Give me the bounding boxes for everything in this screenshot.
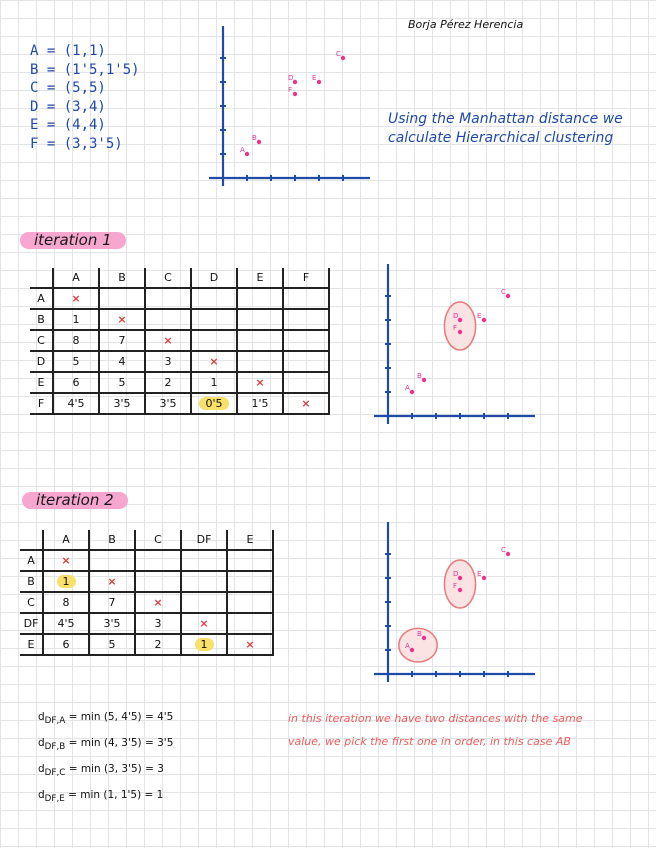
point-c xyxy=(341,56,345,60)
point-f xyxy=(458,330,462,334)
table-row xyxy=(30,288,329,309)
point-a xyxy=(245,152,249,156)
distance-cell: × xyxy=(43,550,89,571)
point-e: E = (4,4) xyxy=(30,117,106,133)
points-list xyxy=(30,42,140,153)
point-e xyxy=(317,80,321,84)
point-label-d: D xyxy=(288,74,294,82)
distance-cell: 3'5 xyxy=(145,393,191,414)
distance-cell xyxy=(227,613,273,634)
table-row xyxy=(30,330,329,351)
iteration-1-distance-table xyxy=(30,268,330,415)
distance-cell: × xyxy=(145,330,191,351)
point-label-b: B xyxy=(417,630,422,638)
table-row xyxy=(20,592,273,613)
table-row xyxy=(30,309,329,330)
table-row xyxy=(30,351,329,372)
distance-cell xyxy=(145,309,191,330)
distance-cell: 3 xyxy=(145,351,191,372)
row-header: B xyxy=(30,309,53,330)
distance-cell: × xyxy=(89,571,135,592)
point-label-f: F xyxy=(453,324,458,332)
point-label-e: E xyxy=(477,570,482,578)
table-row xyxy=(20,634,273,655)
distance-cell xyxy=(181,592,227,613)
distance-cell: 1 xyxy=(181,634,227,655)
formula-row: $d_{DF,C} = \min (3$, 3'5) = 3 xyxy=(38,763,164,779)
distance-cell: 0'5 xyxy=(191,393,237,414)
column-header: E xyxy=(227,530,273,550)
distance-cell: 8 xyxy=(53,330,99,351)
column-header: E xyxy=(237,268,283,288)
distance-cell xyxy=(89,550,135,571)
point-f: F = (3,3'5) xyxy=(30,135,123,152)
point-label-b: B xyxy=(417,372,422,380)
distance-cell xyxy=(191,309,237,330)
point-a: A = (1,1) xyxy=(30,43,106,59)
row-header: B xyxy=(20,571,43,592)
distance-cell: × xyxy=(53,288,99,309)
point-label-c: C xyxy=(336,50,341,58)
column-header: C xyxy=(135,530,181,550)
point-d xyxy=(458,576,462,580)
scatter-plot-iteration-1 xyxy=(370,258,540,428)
row-header: C xyxy=(20,592,43,613)
iteration-2-note: in this iteration we have two distances with the same value, we pick the first one in order, in this case AB xyxy=(288,712,583,748)
row-header: A xyxy=(20,550,43,571)
table-corner xyxy=(20,530,43,550)
column-header: D xyxy=(191,268,237,288)
distance-cell: 5 xyxy=(99,372,145,393)
distance-cell: 6 xyxy=(43,634,89,655)
distance-cell: 3'5 xyxy=(99,393,145,414)
scatter-plot-initial xyxy=(205,20,375,190)
distance-cell: 3'5 xyxy=(89,613,135,634)
table-row xyxy=(30,393,329,414)
linkage-formulas xyxy=(38,706,173,810)
point-label-a: A xyxy=(405,642,410,650)
table-row xyxy=(30,372,329,393)
table-row xyxy=(20,550,273,571)
cluster-ellipse xyxy=(444,560,475,608)
distance-cell xyxy=(283,372,329,393)
distance-cell: 7 xyxy=(89,592,135,613)
point-b xyxy=(257,140,261,144)
table-row xyxy=(20,613,273,634)
table-row xyxy=(20,571,273,592)
distance-cell xyxy=(191,288,237,309)
distance-cell: 4'5 xyxy=(53,393,99,414)
point-f xyxy=(293,92,297,96)
distance-cell xyxy=(135,571,181,592)
point-b: B = (1'5,1'5) xyxy=(30,61,140,78)
point-c: C = (5,5) xyxy=(30,80,106,96)
distance-cell: 4'5 xyxy=(43,613,89,634)
point-a xyxy=(410,390,414,394)
iteration-2-label: iteration 2 xyxy=(22,492,128,509)
column-header: A xyxy=(43,530,89,550)
distance-cell xyxy=(237,309,283,330)
distance-cell: 5 xyxy=(53,351,99,372)
distance-cell xyxy=(283,351,329,372)
iteration-1-label: iteration 1 xyxy=(20,232,126,249)
formula-row: $d_{DF,A} = \min (5$, 4'5) = 4'5 xyxy=(38,711,174,727)
point-label-d: D xyxy=(453,570,459,578)
distance-cell xyxy=(227,571,273,592)
distance-cell xyxy=(191,330,237,351)
row-header: E xyxy=(20,634,43,655)
row-header: E xyxy=(30,372,53,393)
scatter-plot-iteration-2 xyxy=(370,516,540,686)
distance-cell xyxy=(181,571,227,592)
point-d xyxy=(458,318,462,322)
row-header: F xyxy=(30,393,53,414)
distance-cell: 1'5 xyxy=(237,393,283,414)
author-name: Borja Pérez Herencia xyxy=(408,18,524,31)
row-header: C xyxy=(30,330,53,351)
distance-cell: 4 xyxy=(99,351,145,372)
point-a xyxy=(410,648,414,652)
distance-cell: 1 xyxy=(53,309,99,330)
distance-cell xyxy=(237,330,283,351)
distance-cell: 3 xyxy=(135,613,181,634)
distance-cell: 5 xyxy=(89,634,135,655)
distance-cell xyxy=(283,309,329,330)
point-d xyxy=(293,80,297,84)
row-header: A xyxy=(30,288,53,309)
distance-cell: × xyxy=(99,309,145,330)
distance-cell: × xyxy=(227,634,273,655)
distance-cell: × xyxy=(181,613,227,634)
row-header: DF xyxy=(20,613,43,634)
distance-cell xyxy=(237,351,283,372)
point-label-f: F xyxy=(453,582,458,590)
point-label-e: E xyxy=(477,312,482,320)
distance-cell: 2 xyxy=(135,634,181,655)
point-b xyxy=(422,636,426,640)
point-label-b: B xyxy=(252,134,257,142)
distance-cell: 7 xyxy=(99,330,145,351)
distance-cell: 1 xyxy=(191,372,237,393)
distance-cell xyxy=(135,550,181,571)
column-header: B xyxy=(99,268,145,288)
distance-cell xyxy=(283,330,329,351)
point-f xyxy=(458,588,462,592)
point-label-f: F xyxy=(288,86,293,94)
distance-cell: 1 xyxy=(43,571,89,592)
column-header: A xyxy=(53,268,99,288)
distance-cell xyxy=(99,288,145,309)
distance-cell xyxy=(237,288,283,309)
point-label-e: E xyxy=(312,74,317,82)
column-header: DF xyxy=(181,530,227,550)
distance-cell: 6 xyxy=(53,372,99,393)
column-header: B xyxy=(89,530,135,550)
distance-cell: 8 xyxy=(43,592,89,613)
point-e xyxy=(482,318,486,322)
formula-row: $d_{DF,B} = \min (4$, 3'5) = 3'5 xyxy=(38,737,174,753)
column-header: C xyxy=(145,268,191,288)
point-label-d: D xyxy=(453,312,459,320)
point-e xyxy=(482,576,486,580)
iteration-2-distance-table xyxy=(20,530,274,656)
method-description: Using the Manhattan distance we calculate Hierarchical clustering xyxy=(388,111,623,146)
distance-cell: 2 xyxy=(145,372,191,393)
distance-cell xyxy=(181,550,227,571)
distance-cell: × xyxy=(135,592,181,613)
table-corner xyxy=(30,268,53,288)
distance-cell xyxy=(145,288,191,309)
distance-cell xyxy=(227,592,273,613)
column-header: F xyxy=(283,268,329,288)
point-label-c: C xyxy=(501,546,506,554)
point-label-a: A xyxy=(405,384,410,392)
point-d: D = (3,4) xyxy=(30,98,106,115)
distance-cell: × xyxy=(191,351,237,372)
point-label-c: C xyxy=(501,288,506,296)
point-c xyxy=(506,294,510,298)
row-header: D xyxy=(30,351,53,372)
point-b xyxy=(422,378,426,382)
point-label-a: A xyxy=(240,146,245,154)
distance-cell xyxy=(283,288,329,309)
point-c xyxy=(506,552,510,556)
distance-cell: × xyxy=(237,372,283,393)
distance-cell xyxy=(227,550,273,571)
distance-cell: × xyxy=(283,393,329,414)
formula-row: $d_{DF,E} = \min (1$, 1'5) = 1 xyxy=(38,789,164,805)
cluster-ellipse xyxy=(444,302,475,350)
